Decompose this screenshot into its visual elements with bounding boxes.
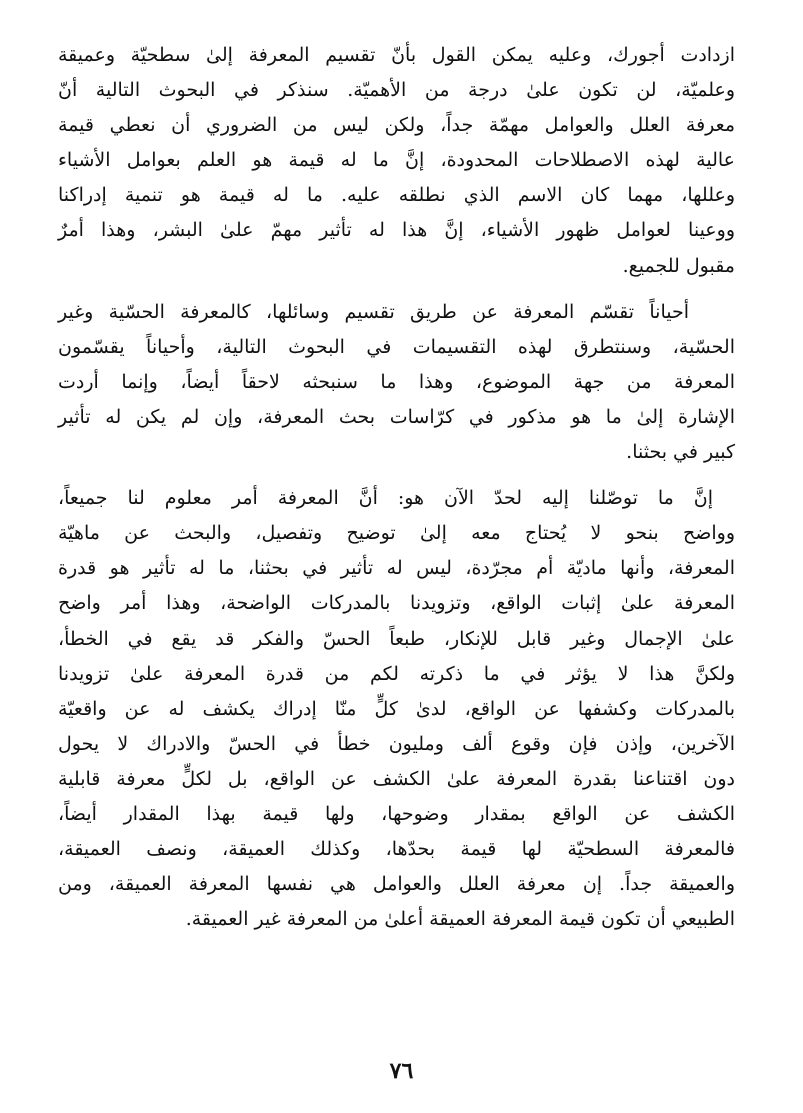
text-line: إنَّ ما توصّلنا إليه لحدّ الآن هو: أنَّ المعرفة أمر معلوم لنا جميعاً،: [58, 487, 713, 510]
text-line: وواضح بنحو لا يُحتاج معه إلىٰ توضيح وتفصيل، والبحث عن ماهيّة: [58, 522, 735, 545]
text-line: ازدادت أجورك، وعليه يمكن القول بأنّ تقسيم المعرفة إلىٰ سطحيّة وعميقة: [58, 44, 735, 66]
text-line: والعميقة جداً. إن معرفة العلل والعوامل هي نفسها المعرفة العميقة، ومن: [58, 873, 735, 896]
text-line: الحسّية، وسنتطرق لهذه التقسيمات في البحوث التالية، وأحياناً يقسّمون: [58, 335, 735, 358]
text-line: دون اقتناعنا بقدرة المعرفة علىٰ الكشف عن الواقع، بل لكلٍّ معرفة قابلية: [58, 767, 735, 790]
text-line: الكشف عن الواقع بمقدار وضوحها، ولها قيمة بهذا المقدار أيضاً،: [58, 802, 735, 825]
text-line: مقبول للجميع.: [622, 254, 735, 277]
text-line: الطبيعي أن تكون قيمة المعرفة العميقة أعلىٰ من المعرفة غير العميقة.: [185, 908, 735, 931]
body-text: [58, 38, 735, 937]
text-line: الآخرين، وإذن فإن وقوع ألف ومليون خطأ في الحسّ والادراك لا يحول: [58, 732, 735, 755]
text-line: معرفة العلل والعوامل مهمّة جداً، ولكن ليس من الضروري أن نعطي قيمة: [58, 114, 735, 137]
text-line: وعللها، مهما كان الاسم الذي نطلقه عليه. ما له قيمة هو تنمية إدراكنا: [58, 184, 735, 207]
text-line: عالية لهذه الاصطلاحات المحدودة، إنَّ ما له قيمة هو العلم بعوامل الأشياء: [58, 149, 735, 172]
page-number: ٧٦: [389, 1058, 414, 1084]
text-line: المعرفة، وأنها ماديّة أم مجرّدة، ليس له تأثير في بحثنا، ما له تأثير هو قدرة: [58, 557, 735, 580]
text-line: ووعينا لعوامل ظهور الأشياء، إنَّ هذا له تأثير مهمّ علىٰ البشر، وهذا أمرٌ: [58, 219, 735, 242]
text-line: ولكنَّ هذا لا يؤثر في ما ذكرته لكم من قدرة المعرفة علىٰ تزويدنا: [58, 662, 735, 685]
paragraph-2: [58, 295, 735, 470]
paragraph-3: [58, 481, 735, 937]
text-line: أحياناً تقسّم المعرفة عن طريق تقسيم وسائلها، كالمعرفة الحسّية وغير: [58, 300, 689, 323]
text-line: المعرفة من جهة الموضوع، وهذا ما سنبحثه لاحقاً أيضاً، وإنما أردت: [58, 370, 735, 393]
text-line: علىٰ الإجمال وغير قابل للإنكار، طبعاً الحسّ والفكر قد يقع في الخطأ،: [58, 627, 735, 650]
paragraph-1: [58, 38, 735, 284]
text-line: وعلميّة، لن تكون علىٰ درجة من الأهميّة. سنذكر في البحوث التالية أنّ: [58, 79, 735, 102]
text-line: بالمدركات وكشفها عن الواقع، لدىٰ كلٍّ منّا إدراك يكشف له عن واقعيّة: [58, 697, 735, 720]
text-line: المعرفة علىٰ إثبات الواقع، وتزويدنا بالمدركات الواضحة، وهذا أمر واضح: [58, 592, 735, 615]
text-line: الإشارة إلىٰ ما هو مذكور في كرّاسات بحث المعرفة، وإن لم يكن له تأثير: [58, 405, 735, 428]
text-line: فالمعرفة السطحيّة لها قيمة بحدّها، وكذلك العميقة، ونصف العميقة،: [58, 838, 735, 861]
text-line: كبير في بحثنا.: [626, 441, 735, 464]
